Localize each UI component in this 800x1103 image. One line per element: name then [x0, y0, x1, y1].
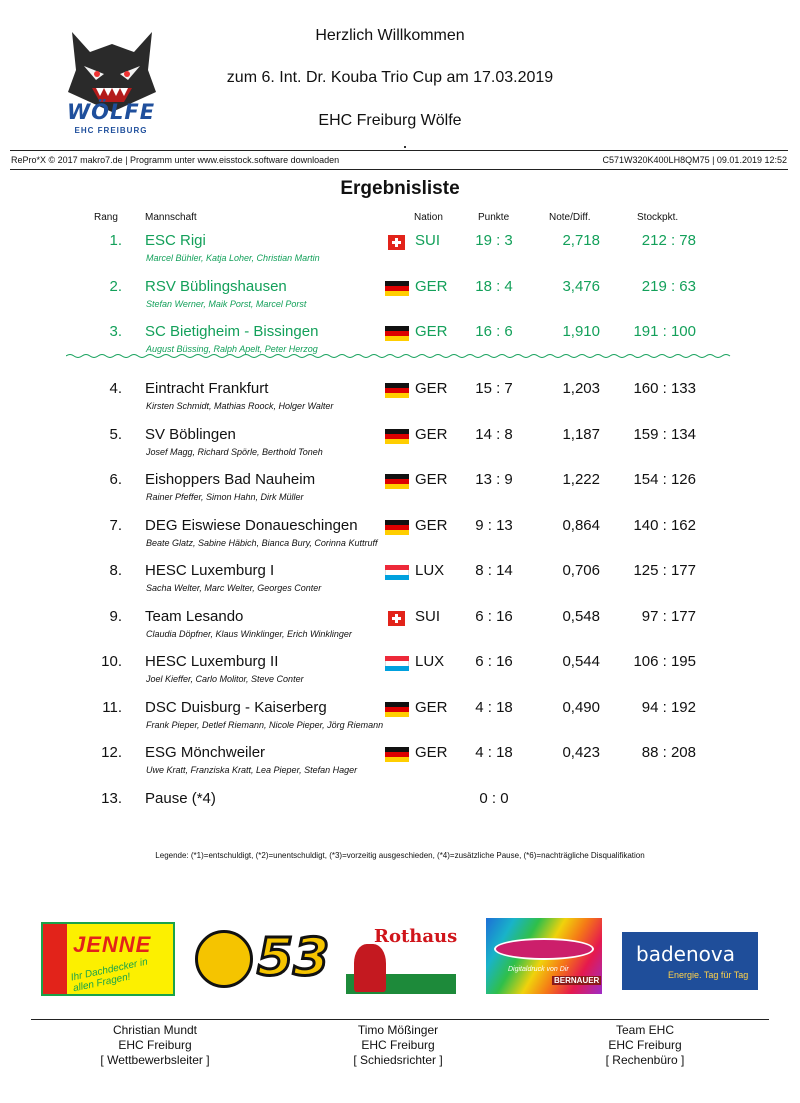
page-title: Ergebnisliste — [340, 178, 460, 199]
row-players: Josef Magg, Richard Spörle, Berthold Toneh — [146, 447, 323, 457]
row-rank: 7. — [109, 517, 122, 534]
row-rank: 11. — [102, 699, 122, 716]
row-nation: LUX — [415, 653, 445, 670]
signature-2 — [298, 1023, 498, 1068]
jenne-slogan: Ihr Dachdecker in allen Fragen! — [69, 956, 149, 995]
row-players: Claudia Döpfner, Klaus Winklinger, Erich Winklinger — [146, 629, 352, 639]
row-nation: LUX — [415, 562, 445, 579]
row-players: Stefan Werner, Maik Porst, Marcel Porst — [146, 299, 307, 309]
row-note: 1,187 — [562, 426, 600, 443]
sponsor-53-logo — [193, 922, 330, 996]
row-team: HESC Luxemburg II — [145, 653, 279, 670]
info-bar-left: RePro*X © 2017 makro7.de | Programm unter www.eisstock.software downloaden — [11, 155, 340, 165]
row-players: Sacha Welter, Marc Welter, Georges Conter — [146, 583, 322, 593]
row-nation: GER — [415, 380, 448, 397]
row-team: Team Lesando — [145, 608, 244, 625]
flag-germany-icon — [385, 281, 409, 296]
row-stockpoints: 219 : 63 — [641, 278, 696, 295]
row-rank: 3. — [109, 323, 122, 340]
info-bar-right: C571W320K400LH8QM75 | 09.01.2019 12:52 — [602, 155, 787, 165]
row-points: 18 : 4 — [475, 278, 513, 295]
row-nation: SUI — [415, 608, 441, 625]
row-stockpoints: 159 : 134 — [633, 426, 696, 443]
flag-germany-icon — [385, 702, 409, 717]
row-rank: 2. — [109, 278, 122, 295]
table-row — [0, 699, 800, 739]
row-nation: GER — [415, 744, 448, 761]
col-header-note: Note/Diff. — [549, 212, 591, 223]
flag-switzerland-icon — [388, 611, 405, 626]
row-note: 1,203 — [562, 380, 600, 397]
row-rank: 13. — [101, 790, 122, 807]
sponsor-badenova-logo — [622, 932, 758, 990]
row-points: 14 : 8 — [475, 426, 513, 443]
row-players: Frank Pieper, Detlef Riemann, Nicole Pieper, Jörg Riemann — [146, 720, 384, 730]
badenova-slogan: Energie. Tag für Tag — [668, 970, 749, 980]
row-stockpoints: 97 : 177 — [641, 608, 696, 625]
flag-luxembourg-icon — [385, 656, 409, 671]
row-team: SC Bietigheim - Bissingen — [145, 323, 319, 340]
col-header-rang: Rang — [94, 212, 118, 223]
table-row — [0, 426, 800, 466]
row-players: Beate Glatz, Sabine Häbich, Bianca Bury, Corinna Kuttruff — [146, 538, 378, 548]
table-row — [0, 744, 800, 784]
table-row — [0, 653, 800, 693]
row-team: Pause (*4) — [145, 790, 216, 807]
table-row — [0, 517, 800, 557]
row-points: 19 : 3 — [475, 232, 513, 249]
row-note: 0,706 — [562, 562, 600, 579]
col-header-stock: Stockpkt. — [637, 212, 679, 223]
signature-1 — [55, 1023, 255, 1068]
row-stockpoints: 154 : 126 — [633, 471, 696, 488]
signature-3 — [545, 1023, 745, 1068]
row-stockpoints: 212 : 78 — [641, 232, 696, 249]
row-stockpoints: 106 : 195 — [633, 653, 696, 670]
row-team: ESG Mönchweiler — [145, 744, 266, 761]
signature-role: [ Rechenbüro ] — [605, 1053, 685, 1067]
table-row — [0, 380, 800, 420]
info-bar — [10, 150, 788, 170]
row-points: 0 : 0 — [479, 790, 509, 807]
table-row — [0, 790, 800, 830]
legend: Legende: (*1)=entschuldigt, (*2)=unentschuldigt, (*3)=vorzeitig ausgeschieden, (*4)=zusätzliche Pause, (*6)=nachträgliche Disqualifikation — [155, 851, 645, 860]
row-note: 3,476 — [562, 278, 600, 295]
footer-line — [31, 1019, 769, 1020]
row-points: 16 : 6 — [475, 323, 513, 340]
signature-role: [ Schiedsrichter ] — [353, 1053, 443, 1067]
signature-name: Christian Mundt — [112, 1023, 198, 1037]
row-team: Eishoppers Bad Nauheim — [145, 471, 316, 488]
bernauer-text: BERNAUER — [554, 976, 600, 985]
signature-name: Timo Mößinger — [357, 1023, 439, 1037]
signature-role: [ Wettbewerbsleiter ] — [100, 1053, 210, 1067]
header-host: EHC Freiburg Wölfe — [318, 112, 462, 129]
table-row — [0, 608, 800, 648]
row-players: Joel Kieffer, Carlo Molitor, Steve Conter — [146, 674, 304, 684]
lips-icon — [494, 938, 594, 960]
row-note: 2,718 — [562, 232, 600, 249]
signature-club: EHC Freiburg — [118, 1038, 192, 1052]
flag-germany-icon — [385, 474, 409, 489]
row-team: HESC Luxemburg I — [145, 562, 275, 579]
sponsor-rothaus-logo — [346, 922, 456, 996]
row-note: 0,864 — [562, 517, 600, 534]
row-team: Eintracht Frankfurt — [145, 380, 269, 397]
row-note: 0,548 — [562, 608, 600, 625]
row-points: 9 : 13 — [475, 517, 513, 534]
sponsor-bernauer-logo — [486, 918, 602, 994]
row-points: 6 : 16 — [475, 653, 513, 670]
row-nation: GER — [415, 278, 448, 295]
row-nation: GER — [415, 517, 448, 534]
face-icon — [195, 930, 253, 988]
row-rank: 8. — [109, 562, 122, 579]
row-points: 6 : 16 — [475, 608, 513, 625]
flag-germany-icon — [385, 326, 409, 341]
signature-name: Team EHC — [615, 1023, 674, 1037]
row-nation: GER — [415, 471, 448, 488]
flag-germany-icon — [385, 520, 409, 535]
row-rank: 5. — [109, 426, 122, 443]
row-stockpoints: 94 : 192 — [641, 699, 696, 716]
row-note: 1,222 — [562, 471, 600, 488]
row-stockpoints: 125 : 177 — [633, 562, 696, 579]
wolf-logo-icon — [52, 22, 172, 142]
row-stockpoints: 140 : 162 — [633, 517, 696, 534]
rothaus-text: Rothaus — [374, 926, 458, 947]
col-header-mannschaft: Mannschaft — [145, 212, 197, 223]
jenne-text: JENNE — [73, 932, 152, 957]
row-players: Kirsten Schmidt, Mathias Roock, Holger Walter — [146, 401, 334, 411]
sponsor-number: 53 — [257, 928, 330, 988]
row-team: ESC Rigi — [145, 232, 206, 249]
row-rank: 9. — [109, 608, 122, 625]
table-row — [0, 562, 800, 602]
row-points: 4 : 18 — [475, 699, 513, 716]
row-note: 0,423 — [562, 744, 600, 761]
signature-club: EHC Freiburg — [361, 1038, 435, 1052]
flag-luxembourg-icon — [385, 565, 409, 580]
row-players: Rainer Pfeffer, Simon Hahn, Dirk Müller — [146, 492, 304, 502]
row-nation: GER — [415, 699, 448, 716]
flag-germany-icon — [385, 383, 409, 398]
row-nation: SUI — [415, 232, 441, 249]
row-nation: GER — [415, 323, 448, 340]
row-points: 4 : 18 — [475, 744, 513, 761]
signature-club: EHC Freiburg — [608, 1038, 682, 1052]
flag-germany-icon — [385, 429, 409, 444]
row-rank: 4. — [109, 380, 122, 397]
row-stockpoints: 88 : 208 — [641, 744, 696, 761]
row-points: 13 : 9 — [475, 471, 513, 488]
row-rank: 12. — [101, 744, 122, 761]
header-welcome: Herzlich Willkommen — [315, 27, 465, 44]
row-note: 1,910 — [562, 323, 600, 340]
row-team: DSC Duisburg - Kaiserberg — [145, 699, 327, 716]
row-team: RSV Büblingshausen — [145, 278, 287, 295]
logo-text: WÖLFE — [66, 100, 156, 124]
jenne-bar — [43, 924, 67, 994]
table-row — [0, 232, 800, 272]
table-row — [0, 278, 800, 318]
row-note: 0,544 — [562, 653, 600, 670]
row-nation: GER — [415, 426, 448, 443]
lips-text: Digitaldruck von Dir — [508, 966, 569, 973]
col-header-punkte: Punkte — [478, 212, 510, 223]
row-players: Uwe Kratt, Franziska Kratt, Lea Pieper, Stefan Hager — [146, 765, 358, 775]
table-row — [0, 471, 800, 511]
col-header-nation: Nation — [414, 212, 443, 223]
row-rank: 1. — [109, 232, 122, 249]
row-players: August Büssing, Ralph Apelt, Peter Herzog — [146, 344, 318, 354]
row-rank: 6. — [109, 471, 122, 488]
sponsor-jenne-logo — [41, 922, 175, 996]
badenova-text: badenova — [636, 942, 735, 966]
flag-switzerland-icon — [388, 235, 405, 250]
row-rank: 10. — [101, 653, 122, 670]
row-team: DEG Eiswiese Donaueschingen — [145, 517, 358, 534]
row-note: 0,490 — [562, 699, 600, 716]
logo-subtext: EHC FREIBURG — [74, 126, 148, 135]
dot-mark — [404, 146, 406, 148]
row-team: SV Böblingen — [145, 426, 236, 443]
row-stockpoints: 191 : 100 — [633, 323, 696, 340]
row-players: Marcel Bühler, Katja Loher, Christian Martin — [146, 253, 320, 263]
rothaus-figure-icon — [354, 944, 386, 992]
flag-germany-icon — [385, 747, 409, 762]
header-event: zum 6. Int. Dr. Kouba Trio Cup am 17.03.2019 — [226, 69, 554, 86]
row-points: 8 : 14 — [475, 562, 513, 579]
row-stockpoints: 160 : 133 — [633, 380, 696, 397]
row-points: 15 : 7 — [475, 380, 513, 397]
top3-separator — [66, 353, 734, 359]
